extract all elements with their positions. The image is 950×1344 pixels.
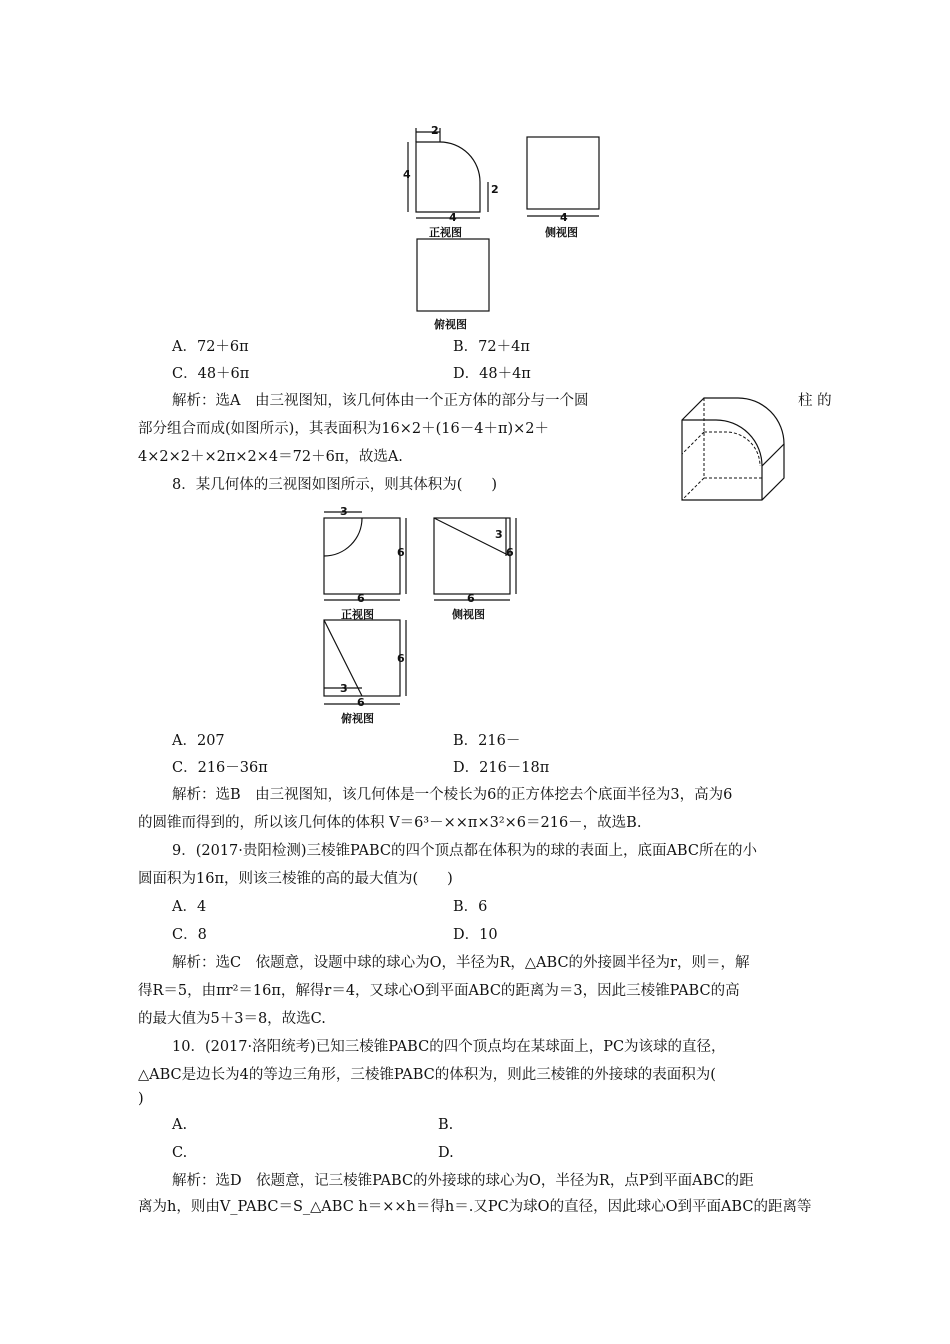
q9-stem-line1: 9．(2017·贵阳检测)三棱锥PABC的四个顶点都在体积为的球的表面上，底面ABC所在的小	[172, 843, 757, 859]
q7-top-view-figure	[410, 232, 500, 322]
q8-front-dim-right: 6	[397, 546, 405, 559]
q7-option-b: B．72＋4π	[453, 339, 530, 355]
q9-option-a: A．4	[172, 899, 207, 915]
q10-stem-line2: △ABC是边长为4的等边三角形，三棱锥PABC的体积为，则此三棱锥的外接球的表面积为(	[138, 1067, 716, 1083]
q8-option-c: C．216－36π	[172, 760, 268, 776]
q8-top-view-label: 俯视图	[341, 712, 374, 725]
q8-top-dim-right: 6	[397, 652, 405, 665]
q8-side-dim-bottom: 6	[467, 592, 475, 605]
q7-option-d: D．48＋4π	[453, 366, 531, 382]
q7-analysis-line1-right: 柱 的	[798, 393, 832, 409]
q8-option-a: A．207	[172, 733, 225, 749]
q7-option-c: C．48＋6π	[172, 366, 250, 382]
q7-analysis-line1: 解析：选A 由三视图知，该几何体由一个正方体的部分与一个圆	[172, 393, 589, 409]
q9-analysis-line1: 解析：选C 依题意，设题中球的球心为O，半径为R，△ABC的外接圆半径为r，则＝，解	[172, 955, 750, 971]
q10-option-d: D.	[438, 1145, 454, 1161]
q9-analysis-line2: 得R＝5，由πr²＝16π，解得r＝4，又球心O到平面ABC的距离为＝3，因此三棱锥PABC的高	[138, 983, 740, 999]
q8-option-b: B．216－	[453, 733, 521, 749]
q7-front-view-figure	[400, 122, 500, 222]
q7-side-view-label: 侧视图	[545, 226, 578, 239]
q8-top-dim-bottom: 6	[357, 696, 365, 709]
q9-option-b: B．6	[453, 899, 488, 915]
q7-dim-left: 4	[403, 168, 411, 181]
q7-dim-top: 2	[431, 124, 439, 137]
q10-option-b: B.	[438, 1117, 454, 1133]
q8-top-dim-inner: 3	[340, 682, 348, 695]
q8-front-view-label: 正视图	[341, 608, 374, 621]
q10-option-a: A.	[172, 1117, 188, 1133]
q8-side-dim-small: 3	[495, 528, 503, 541]
q7-solid-illustration	[680, 396, 790, 506]
q7-side-view-figure	[520, 130, 610, 220]
q7-analysis-line3: 4×2×2＋×2π×2×4＝72＋6π，故选A.	[138, 449, 403, 465]
q9-analysis-line3: 的最大值为5＋3＝8，故选C.	[138, 1011, 326, 1027]
q10-analysis-line2: 离为h，则由V_PABC＝S_△ABC h＝××h＝得h＝.又PC为球O的直径，因此球心O到平面ABC的距离等	[138, 1199, 812, 1215]
q8-side-dim-right: 6	[506, 546, 514, 559]
q10-stem-line3: )	[138, 1091, 144, 1107]
q8-analysis-line1: 解析：选B 由三视图知，该几何体是一个棱长为6的正方体挖去个底面半径为3，高为6	[172, 787, 733, 803]
q8-front-dim-bottom: 6	[357, 592, 365, 605]
q7-dim-right: 2	[491, 183, 499, 196]
q9-stem-line2: 圆面积为16π，则该三棱锥的高的最大值为( )	[138, 871, 453, 887]
q7-front-view-label: 正视图	[429, 226, 462, 239]
q8-front-dim-top: 3	[340, 505, 348, 518]
q7-option-a: A．72＋6π	[172, 339, 249, 355]
q9-option-d: D．10	[453, 927, 498, 943]
q8-stem: 8．某几何体的三视图如图所示，则其体积为( )	[172, 477, 498, 493]
q10-option-c: C.	[172, 1145, 188, 1161]
q7-side-dim-bottom: 4	[560, 211, 568, 224]
q7-dim-bottom: 4	[449, 211, 457, 224]
q9-option-c: C．8	[172, 927, 207, 943]
q7-top-view-label: 俯视图	[434, 318, 467, 331]
q7-analysis-line2: 部分组合而成(如图所示)，其表面积为16×2＋(16－4＋π)×2＋	[138, 421, 550, 437]
q8-option-d: D．216－18π	[453, 760, 550, 776]
q8-side-view-label: 侧视图	[452, 608, 485, 621]
q10-analysis-line1: 解析：选D 依题意，记三棱锥PABC的外接球的球心为O，半径为R，点P到平面ABC的距	[172, 1173, 754, 1189]
q8-analysis-line2: 的圆锥而得到的，所以该几何体的体积 V＝6³－××π×3²×6＝216－，故选B.	[138, 815, 642, 831]
q10-stem-line1: 10．(2017·洛阳统考)已知三棱锥PABC的四个顶点均在某球面上，PC为该球的直径，	[172, 1039, 726, 1055]
